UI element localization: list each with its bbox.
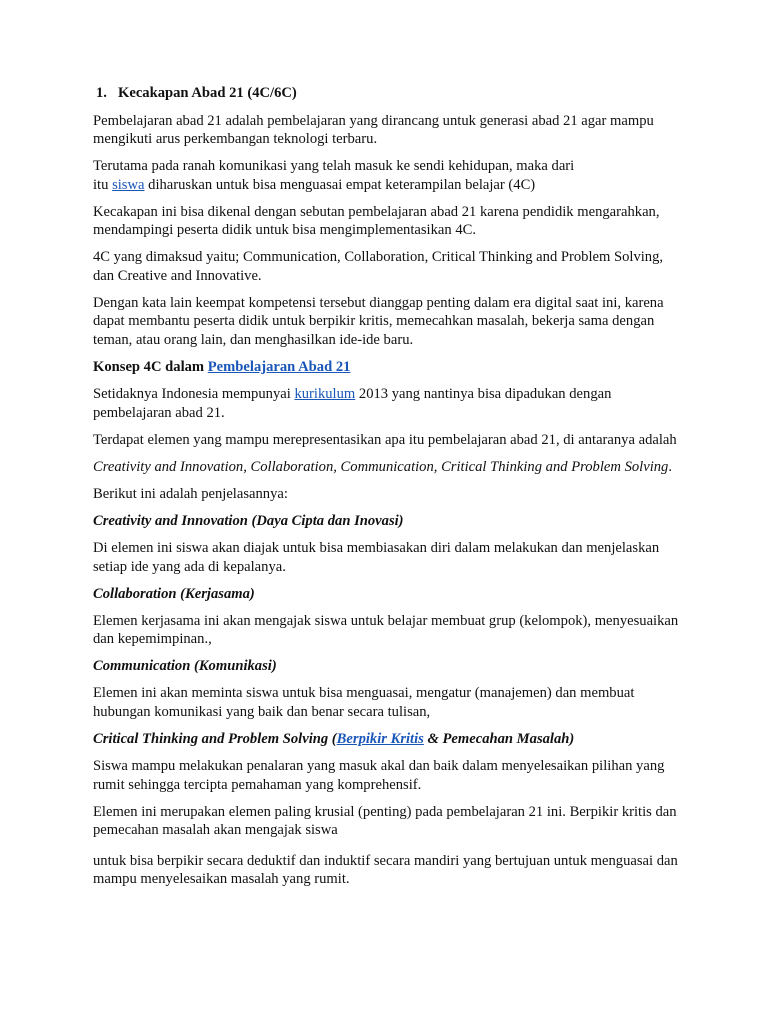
paragraph-elemen: Terdapat elemen yang mampu merepresentasikan apa itu pembelajaran abad 21, di antaranya adalah (93, 431, 677, 448)
link-siswa[interactable]: siswa (112, 176, 145, 193)
paragraph-text: diharuskan untuk bisa menguasai empat keterampilan belajar (4C) (144, 176, 536, 193)
paragraph-kecakapan: Kecakapan ini bisa dikenal dengan sebutan pembelajaran abad 21 karena pendidik mengarahkan, mendampingi peserta didik untuk bisa mengimplementasikan 4C. (93, 203, 660, 239)
paragraph-kompetensi: Dengan kata lain keempat kompetensi tersebut dianggap penting dalam era digital saat ini, karena dapat membantu peserta didik untuk berpikir kritis, memecahkan masalah, bekerja sama dengan teman, atau orang lain, dan menghasilkan ide-ide baru. (93, 294, 664, 348)
subheading-text: Critical Thinking and Problem Solving ( (93, 731, 337, 747)
paragraph-4c: 4C yang dimaksud yaitu; Communication, Collaboration, Critical Thinking and Problem Solving, dan Creative and Innovative. (93, 249, 664, 284)
paragraph-text: 2013 yang nantinya bisa dipadukan dengan pembelajaran abad 21. (93, 386, 612, 421)
paragraph-communication: Elemen ini akan meminta siswa untuk bisa menguasai, mengatur (manajemen) dan membuat hubungan komunikasi yang baik dan benar secara tulisan, (93, 685, 635, 720)
subheading-collaboration: Collaboration (Kerjasama) (93, 585, 255, 602)
document-page (93, 84, 683, 897)
link-pembelajaran-abad-21[interactable]: Pembelajaran Abad 21 (207, 358, 351, 375)
paragraph-kurikulum (93, 385, 683, 422)
elemen-list-end: . (668, 458, 672, 475)
paragraph-text: Setidaknya Indonesia mempunyai (93, 386, 295, 403)
elemen-list-italic: Creativity and Innovation, Collaboration, Communication, Critical Thinking and Problem Solving (93, 458, 669, 475)
paragraph-intro: Pembelajaran abad 21 adalah pembelajaran yang dirancang untuk generasi abad 21 agar mampu mengikuti arus perkembangan teknologi terbaru. (93, 112, 654, 147)
paragraph-penjelasan: Berikut ini adalah penjelasannya: (93, 485, 288, 502)
paragraph-critical-3: untuk bisa berpikir secara deduktif dan induktif secara mandiri yang bertujuan untuk menguasai dan mampu menyelesaikan masalah yang rumit. (93, 852, 678, 888)
paragraph-elemen-list (93, 458, 683, 477)
paragraph-collaboration: Elemen kerjasama ini akan mengajak siswa untuk belajar membuat grup (kelompok), menyesuaikan dan kepemimpinan., (93, 612, 679, 648)
subheading-creativity: Creativity and Innovation (Daya Cipta dan Inovasi) (93, 512, 404, 529)
paragraph-critical-1: Siswa mampu melakukan penalaran yang masuk akal dan baik dalam menyelesaikan pilihan yang rumit sehingga tercipta pemahaman yang komprehensif. (93, 758, 665, 793)
paragraph-komunikasi (93, 157, 683, 194)
paragraph-text: itu (93, 176, 113, 193)
heading-title: Kecakapan Abad 21 (4C/6C) (118, 85, 297, 101)
konsep-heading-text: Konsep 4C dalam (93, 358, 208, 375)
section-heading (96, 84, 683, 103)
paragraph-creativity: Di elemen ini siswa akan diajak untuk bisa membiasakan diri dalam melakukan dan menjelaskan setiap ide yang ada di kepalanya. (93, 540, 660, 575)
link-berpikir-kritis[interactable]: Berpikir Kritis (336, 731, 424, 747)
paragraph-critical-2: Elemen ini merupakan elemen paling krusial (penting) pada pembelajaran 21 ini. Berpikir kritis dan pemecahan masalah akan mengajak siswa (93, 803, 677, 839)
link-kurikulum[interactable]: kurikulum (294, 386, 356, 403)
subheading-critical-thinking (93, 730, 683, 749)
subheading-communication: Communication (Komunikasi) (93, 658, 277, 675)
heading-number: 1. (96, 85, 107, 101)
konsep-heading (93, 358, 683, 377)
subheading-text: & Pemecahan Masalah) (423, 731, 575, 747)
paragraph-text: Terutama pada ranah komunikasi yang telah masuk ke sendi kehidupan, maka dari (93, 158, 575, 175)
